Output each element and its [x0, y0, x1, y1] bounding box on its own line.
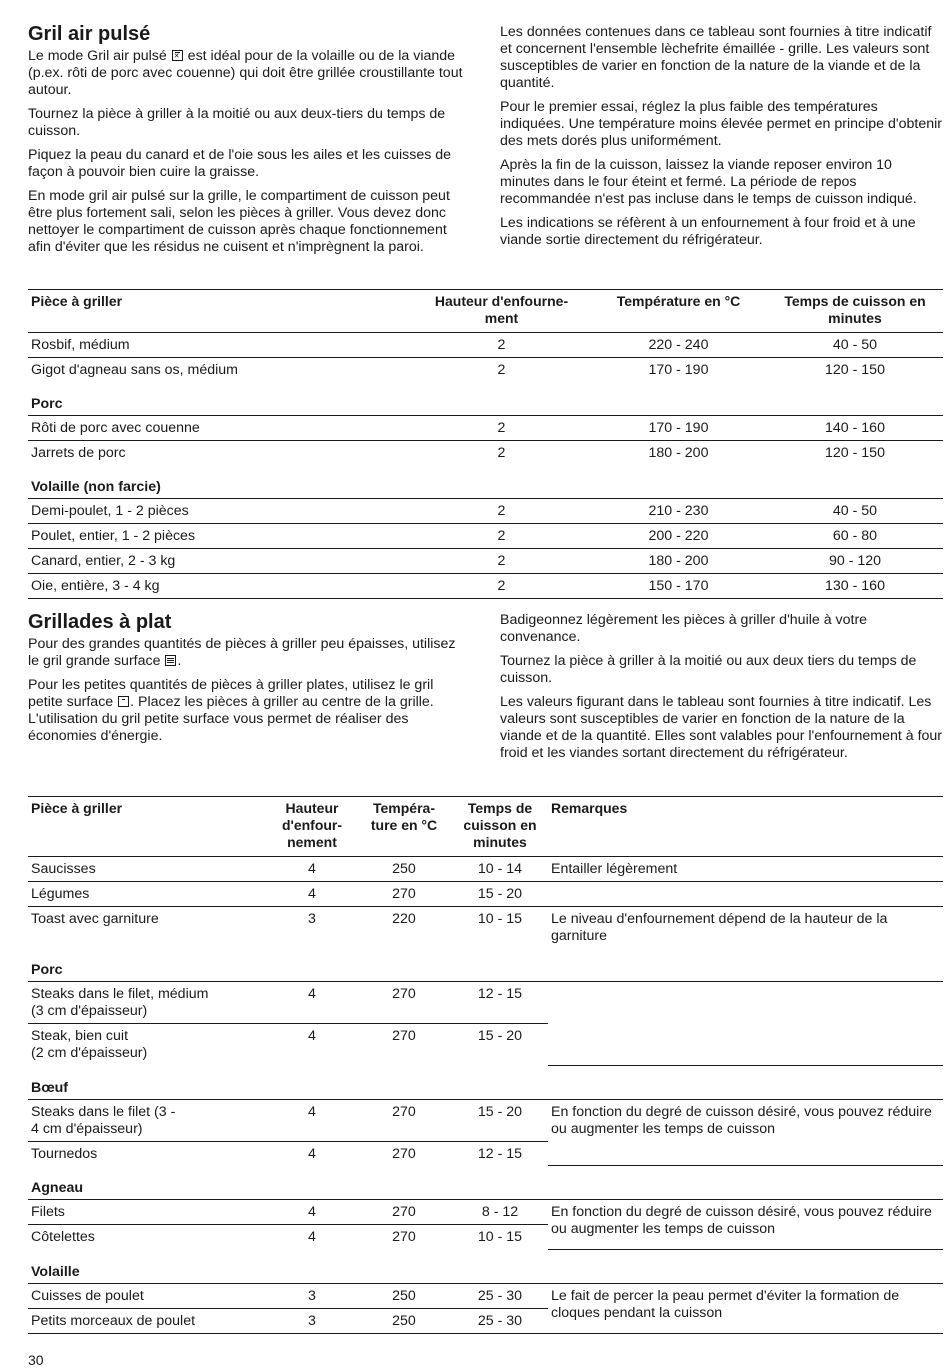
table-cell: 2 [413, 524, 590, 549]
table-cell: 15 - 20 [452, 1024, 548, 1066]
category-label: Volaille (non farcie) [31, 479, 161, 495]
table-cell: 270 [356, 1141, 452, 1166]
table-cell: 270 [356, 882, 452, 907]
table-cell: 270 [356, 1099, 452, 1141]
table-cell: 270 [356, 1024, 452, 1066]
table-header: Temps de cuisson en minutes [784, 293, 926, 326]
table-header: Hauteur d'enfour- nement [281, 800, 343, 850]
table-cell: 12 - 15 [452, 1141, 548, 1166]
table-header: Tempéra- ture en °C [370, 800, 438, 833]
table-cell: 2 [413, 358, 590, 383]
remark-cell: Entailler légèrement [548, 857, 943, 882]
table-cell: 10 - 14 [452, 857, 548, 882]
gril-right-column [500, 24, 943, 263]
table-cell: 250 [356, 1308, 452, 1333]
category-row [28, 1065, 943, 1099]
table-header: Hauteur d'enfourne- ment [434, 293, 569, 326]
table-row [28, 882, 943, 907]
remark-cell: Le fait de percer la peau permet d'éviter la formation de cloques pendant la cuisson [548, 1283, 943, 1333]
gril-right-paragraph: Les données contenues dans ce tableau sont fournies à titre indicatif et concernent l'ensemble lèchefrite émaillée - grille. Les valeurs sont susceptibles de varier en fonction de la nature de la viande et de la quantité. [500, 24, 932, 91]
gril-left-paragraph [28, 48, 468, 99]
table-cell: Gigot d'agneau sans os, médium [28, 358, 413, 383]
table-cell: 140 - 160 [767, 416, 943, 441]
table-cell: 3 [268, 1283, 356, 1308]
table-row [28, 358, 943, 383]
table-cell: Filets [28, 1200, 268, 1225]
table-cell: Petits morceaux de poulet [28, 1308, 268, 1333]
table-cell: Rosbif, médium [28, 333, 413, 358]
plat-left-paragraph [28, 677, 468, 745]
table-cell: 270 [356, 982, 452, 1024]
table-cell: 200 - 220 [590, 524, 767, 549]
table-cell: Côtelettes [28, 1225, 268, 1250]
table-cell: 8 - 12 [452, 1200, 548, 1225]
table-cell: 15 - 20 [452, 882, 548, 907]
table-row [28, 982, 943, 1024]
gril-table [28, 289, 943, 599]
gril-left-paragraph: En mode gril air pulsé sur la grille, le compartiment de cuisson peut être plus fortement sali, selon les pièces à griller. Vous devez donc nettoyer le compartiment de cuisson après chaque fonctionnement afin d'éviter que les résidus ne cuisent et n'imprègnent la paroi. [28, 188, 450, 255]
table-header: Remarques [551, 800, 628, 816]
table-cell: Poulet, entier, 1 - 2 pièces [28, 524, 413, 549]
paragraph-text: Pour les petites quantités de pièces à griller plates, utilisez le gril petite surface [28, 677, 434, 710]
category-row [28, 465, 943, 499]
table-row [28, 333, 943, 358]
table-cell: 10 - 15 [452, 907, 548, 949]
table-cell: 25 - 30 [452, 1283, 548, 1308]
gril-right-paragraph: Après la fin de la cuisson, laissez la viande reposer environ 10 minutes dans le four éteint et fermé. La période de repos recommandée n'est pas incluse dans le temps de cuisson indiqué. [500, 157, 917, 207]
table-cell: 2 [413, 499, 590, 524]
paragraph-text: . Placez les pièces à griller au centre de la grille. L'utilisation du gril petite surface vous permet de réaliser des économies d'énergie. [28, 694, 434, 744]
plat-right-column [500, 612, 943, 769]
table-cell: Steaks dans le filet (3 - 4 cm d'épaisseur) [28, 1099, 268, 1141]
category-label: Porc [31, 962, 63, 978]
fan-grill-icon [172, 50, 183, 61]
table-cell: 120 - 150 [767, 358, 943, 383]
table-row [28, 499, 943, 524]
remark-cell: En fonction du degré de cuisson désiré, vous pouvez réduire ou augmenter les temps de cuisson [548, 1099, 943, 1166]
paragraph-text: est idéal pour de la volaille ou de la viande (p.ex. rôti de porc avec couenne) qui doit être grillée croustillante tout autour. [28, 48, 463, 98]
table-row [28, 907, 943, 949]
table-cell: Toast avec garniture [28, 907, 268, 949]
table-cell: 220 [356, 907, 452, 949]
remark-cell [548, 882, 943, 907]
table-cell: Jarrets de porc [28, 441, 413, 466]
page-number: 30 [28, 1352, 44, 1368]
table-cell: 4 [268, 882, 356, 907]
table-cell: 250 [356, 1283, 452, 1308]
gril-section [28, 22, 943, 263]
table-cell: 180 - 200 [590, 549, 767, 574]
table-cell: Légumes [28, 882, 268, 907]
table-cell: 170 - 190 [590, 416, 767, 441]
plat-left-column [28, 610, 468, 769]
table-row [28, 524, 943, 549]
category-label: Volaille [31, 1263, 80, 1280]
category-label: Agneau [31, 1180, 84, 1196]
table-row [28, 857, 943, 882]
gril-title: Gril air pulsé [28, 23, 151, 45]
table-cell: 10 - 15 [452, 1225, 548, 1250]
table-cell: Demi-poulet, 1 - 2 pièces [28, 499, 413, 524]
category-label: Porc [31, 396, 63, 412]
category-row [28, 1166, 943, 1200]
plat-section [28, 610, 943, 769]
plat-right-paragraph: Tournez la pièce à griller à la moitié ou aux deux tiers du temps de cuisson. [500, 653, 917, 686]
gril-left-paragraph: Tournez la pièce à griller à la moitié ou aux deux-tiers du temps de cuisson. [28, 106, 446, 139]
table-cell: Tournedos [28, 1141, 268, 1166]
table-cell: Saucisses [28, 857, 268, 882]
table-cell: 210 - 230 [590, 499, 767, 524]
table-cell: 15 - 20 [452, 1099, 548, 1141]
category-row [28, 948, 943, 982]
large-grill-icon [165, 655, 176, 666]
table-row [28, 1283, 943, 1308]
table-cell: 4 [268, 857, 356, 882]
table-cell: 170 - 190 [590, 358, 767, 383]
table-cell: 250 [356, 857, 452, 882]
plat-table [28, 796, 943, 1334]
table-cell: Oie, entière, 3 - 4 kg [28, 574, 413, 599]
gril-table-wrap [28, 289, 943, 599]
table-cell: Canard, entier, 2 - 3 kg [28, 549, 413, 574]
table-cell: 40 - 50 [767, 499, 943, 524]
table-row [28, 1099, 943, 1141]
plat-right-paragraph: Les valeurs figurant dans le tableau sont fournies à titre indicatif. Les valeurs sont susceptibles de varier en fonction de la nature de la viande et de la quantité. Elles sont valables pour l'enfournement à four froid et les viandes sortant directement du réfrigérateur. [500, 694, 943, 761]
remark-cell: Le niveau d'enfournement dépend de la hauteur de la garniture [548, 907, 943, 949]
category-row [28, 382, 943, 416]
plat-table-wrap [28, 796, 943, 1334]
table-cell: Rôti de porc avec couenne [28, 416, 413, 441]
table-cell: 4 [268, 1200, 356, 1225]
table-cell: 4 [268, 982, 356, 1024]
table-cell: Cuisses de poulet [28, 1283, 268, 1308]
table-row [28, 416, 943, 441]
table-cell: 3 [268, 1308, 356, 1333]
gril-left-column [28, 22, 468, 263]
table-header: Température en °C [616, 293, 741, 309]
table-row [28, 574, 943, 599]
table-cell: 12 - 15 [452, 982, 548, 1024]
table-cell: 2 [413, 333, 590, 358]
table-cell: Steak, bien cuit (2 cm d'épaisseur) [28, 1024, 268, 1066]
table-row [28, 441, 943, 466]
table-cell: 25 - 30 [452, 1308, 548, 1333]
table-header: Temps de cuisson en minutes [463, 800, 537, 850]
table-row [28, 549, 943, 574]
paragraph-text: Pour des grandes quantités de pièces à griller peu épaisses, utilisez le gril grande surface [28, 636, 456, 669]
gril-right-paragraph: Les indications se réfèrent à un enfournement à four froid et à une viande sortie directement du réfrigérateur. [500, 215, 916, 248]
table-cell: 4 [268, 1141, 356, 1166]
paragraph-text: Le mode Gril air pulsé [28, 48, 171, 64]
table-cell: 4 [268, 1099, 356, 1141]
plat-left-paragraph [28, 636, 468, 670]
table-cell: 4 [268, 1024, 356, 1066]
table-cell: 220 - 240 [590, 333, 767, 358]
table-cell: 2 [413, 416, 590, 441]
table-row [28, 1200, 943, 1225]
plat-title: Grillades à plat [28, 611, 172, 633]
remark-cell [548, 982, 943, 1066]
table-cell: 90 - 120 [767, 549, 943, 574]
table-header: Pièce à griller [31, 800, 123, 816]
category-label: Bœuf [31, 1079, 69, 1096]
gril-right-paragraph: Pour le premier essai, réglez la plus faible des températures indiquées. Une température moins élevée permet en principe d'obtenir des mets dorés plus uniformément. [500, 99, 942, 149]
table-cell: 60 - 80 [767, 524, 943, 549]
table-cell: 2 [413, 549, 590, 574]
paragraph-text: . [177, 653, 182, 669]
table-cell: 2 [413, 574, 590, 599]
table-cell: 40 - 50 [767, 333, 943, 358]
remark-cell: En fonction du degré de cuisson désiré, vous pouvez réduire ou augmenter les temps de cuisson [548, 1200, 943, 1250]
table-cell: 270 [356, 1200, 452, 1225]
small-grill-icon [118, 696, 129, 707]
table-cell: 130 - 160 [767, 574, 943, 599]
gril-left-paragraph: Piquez la peau du canard et de l'oie sous les ailes et les cuisses de façon à pouvoir bien cuire la graisse. [28, 147, 452, 180]
plat-right-paragraph: Badigeonnez légèrement les pièces à griller d'huile à votre convenance. [500, 612, 868, 645]
table-cell: 2 [413, 441, 590, 466]
table-cell: 4 [268, 1225, 356, 1250]
category-row [28, 1249, 943, 1283]
table-header: Pièce à griller [31, 293, 123, 309]
table-cell: 180 - 200 [590, 441, 767, 466]
table-cell: 270 [356, 1225, 452, 1250]
table-cell: Steaks dans le filet, médium (3 cm d'épaisseur) [28, 982, 268, 1024]
table-cell: 3 [268, 907, 356, 949]
table-cell: 150 - 170 [590, 574, 767, 599]
table-cell: 120 - 150 [767, 441, 943, 466]
